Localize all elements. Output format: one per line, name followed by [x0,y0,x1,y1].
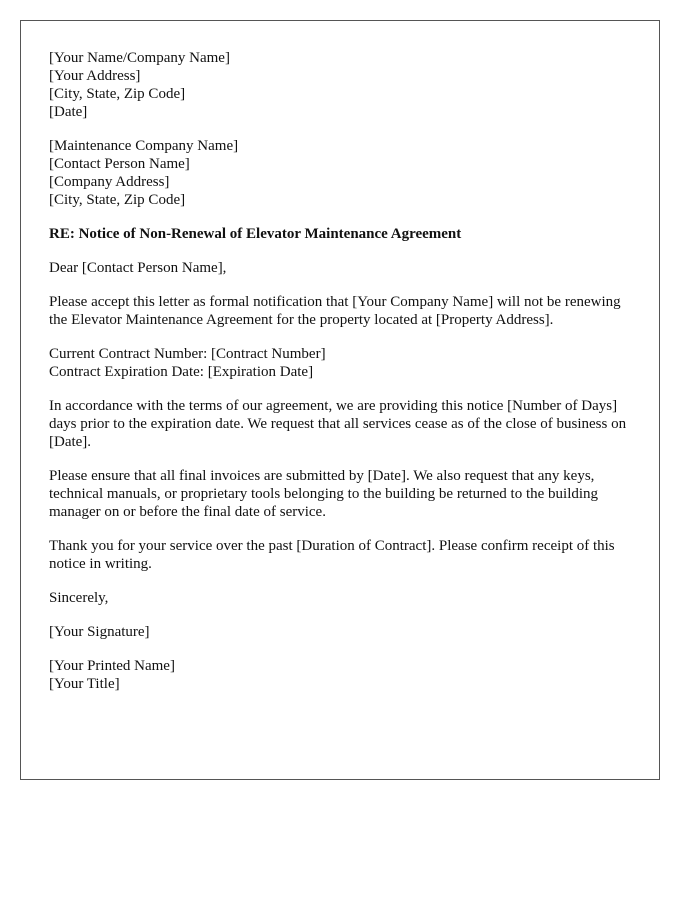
paragraph-notice-terms: In accordance with the terms of our agreement, we are providing this notice [Number of Days] days prior to the expiration date. We request that all services cease as of the close of business on [Date]. [49,398,627,450]
signature-block [49,623,639,641]
recipient-address: [Company Address] [49,174,170,190]
sender-city-state-zip: [City, State, Zip Code] [49,86,186,102]
paragraph-notification: Please accept this letter as formal notification that [Your Company Name] will not be renewing the Elevator Maintenance Agreement for the property located at [Property Address]. [49,294,621,328]
paragraph-thank-you: Thank you for your service over the past [Duration of Contract]. Please confirm receipt of this notice in writing. [49,538,615,572]
contract-number: Current Contract Number: [Contract Number] [49,346,326,362]
signer-title: [Your Title] [49,676,120,692]
letter-body [49,49,639,709]
closing [49,589,639,607]
paragraph-final-invoices: Please ensure that all final invoices are submitted by [Date]. We also request that any keys, technical manuals, or proprietary tools belonging to the building be returned to the building manager on or before the final date of service. [49,468,599,520]
recipient-contact: [Contact Person Name] [49,156,190,172]
contract-details [49,345,639,381]
recipient-block [49,137,639,209]
sender-name: [Your Name/Company Name] [49,50,230,66]
recipient-city-state-zip: [City, State, Zip Code] [49,192,186,208]
closing-text: Sincerely, [49,590,109,606]
recipient-company: [Maintenance Company Name] [49,138,239,154]
sender-block [49,49,639,121]
salutation [49,259,639,277]
letter-date: [Date] [49,104,88,120]
contract-expiration-date: Contract Expiration Date: [Expiration Date] [49,364,314,380]
printed-name: [Your Printed Name] [49,658,175,674]
letter-page [20,20,660,780]
subject-text: RE: Notice of Non-Renewal of Elevator Maintenance Agreement [49,226,462,242]
salutation-text: Dear [Contact Person Name], [49,260,227,276]
sender-address: [Your Address] [49,68,141,84]
name-title-block [49,657,639,693]
signature-text: [Your Signature] [49,624,150,640]
subject-line [49,225,639,243]
